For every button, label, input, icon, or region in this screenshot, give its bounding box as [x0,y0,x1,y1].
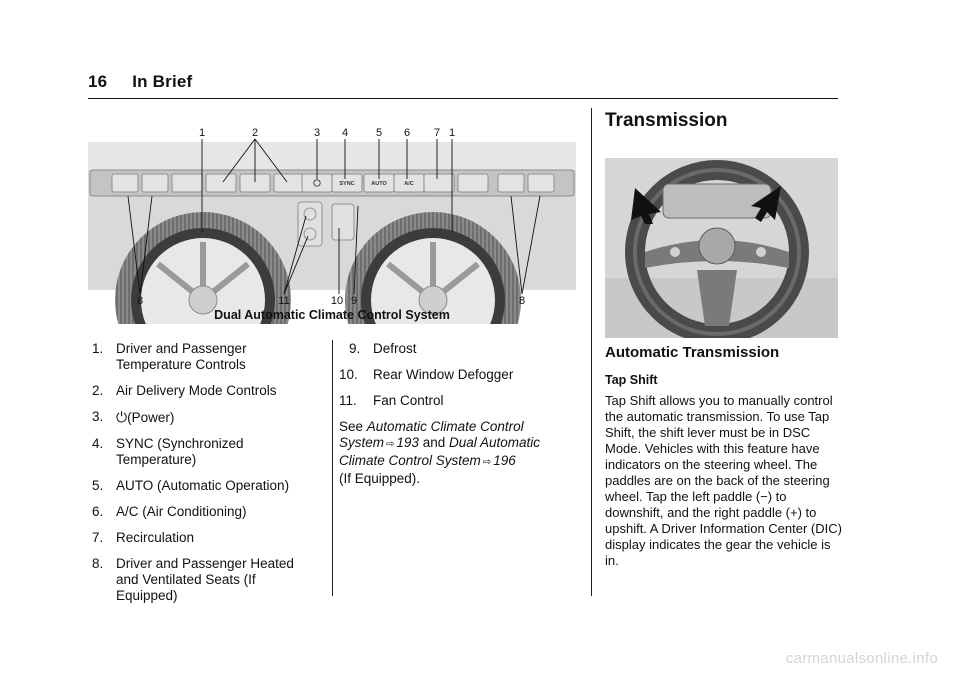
steering-wheel-figure [605,158,838,338]
mode-button-1 [206,174,236,192]
dash-upper-band [88,142,576,170]
callout-top-5: 5 [375,127,383,139]
link-automatic-climate-control[interactable]: Automatic Climate Control System [339,419,524,450]
auto-button-label: AUTO [371,181,387,187]
list-item: 6. A/C (Air Conditioning) [92,504,247,519]
callout-bottom-8b: 8 [518,295,526,307]
recirculation-button [424,174,454,192]
callout-top-7: 7 [433,127,441,139]
seat-button-driver-2 [142,174,168,192]
list-item: 3. ⏻(Power) [92,409,175,425]
list-item: 10. Rear Window Defogger [339,367,514,382]
header-rule [88,98,838,99]
figure-caption: Dual Automatic Climate Control System [214,308,450,322]
list-item: 5. AUTO (Automatic Operation) [92,478,290,493]
power-icon: ⏻ [116,409,128,425]
seat-button-driver-1 [112,174,138,192]
list-item: 11. Fan Control [339,393,444,408]
callout-bottom-10: 10 [330,295,344,307]
callout-bottom-8a: 8 [136,295,144,307]
list-item: 4. SYNC (Synchronized Temperature) [92,436,244,467]
seat-button-passenger-1 [498,174,524,192]
page-number: 16 [88,72,108,91]
temp-display-right [458,174,488,192]
column-divider-1 [332,340,333,596]
section-heading: Transmission [605,110,728,131]
link-dual-automatic-climate-control[interactable]: Dual Automatic Climate Control System [339,435,541,468]
page-ref-icon: ⇨ [482,457,492,468]
list-item: 2. Air Delivery Mode Controls [92,383,277,398]
list-column-2 [339,341,574,487]
section-title: In Brief [132,72,193,91]
page-ref-icon: ⇨ [386,439,395,450]
sync-button-label: SYNC [339,181,355,187]
callout-bottom-9: 9 [350,295,358,307]
list-item: 7. Recirculation [92,530,195,545]
callout-top-4: 4 [341,127,349,139]
seat-button-passenger-2 [528,174,554,192]
subsection-heading: Automatic Transmission [605,344,780,361]
callout-top-6: 6 [403,127,411,139]
watermark: carmanualsonline.info [785,650,938,667]
see-also-paragraph: See Automatic Climate Control System ⇨ 193 and Dual Automatic Climate Control System ⇨ 196 (If Equipped). [339,419,541,486]
temp-display-left [172,174,202,192]
callout-top-1a: 1 [198,127,206,139]
callout-top-2: 2 [251,127,259,139]
callout-bottom-11: 11 [278,295,290,307]
climate-control-figure [88,124,576,324]
column-divider-2 [591,108,592,596]
list-item: 1. Driver and Passenger Temperature Controls [92,341,247,372]
body-paragraph: Tap Shift allows you to manually control the automatic transmission. To use Tap Shift, the shift lever must be in DSC Mode. Vehicles with this feature have indicators on the steering wheel. The paddles are on the back of the steering wheel. Tap the left paddle (−) to downshift, and the right paddle (+) to upshift. A Driver Information Center (DIC) display indicates the gear the vehicle is in. [605,393,842,568]
page-header [88,72,192,92]
list-column-1 [92,341,317,614]
ac-button-label: A/C [404,181,414,187]
callout-top-1b: 1 [448,127,456,139]
topic-heading: Tap Shift [605,373,658,387]
mode-button-3 [274,174,304,192]
list-item: 9. Defrost [349,341,417,356]
control-buttons [112,174,554,192]
callout-top-3: 3 [313,127,321,139]
list-item: 8. Driver and Passenger Heated and Ventilated Seats (If Equipped) [92,556,294,603]
